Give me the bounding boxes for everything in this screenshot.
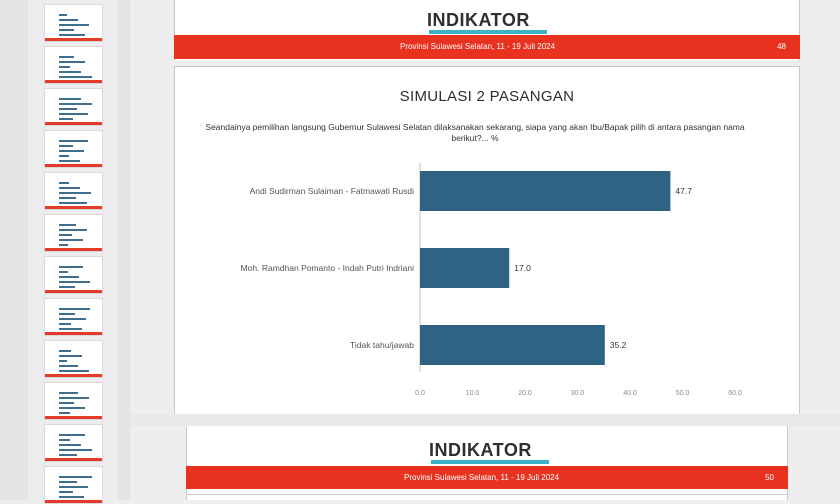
slide-thumbnail[interactable]: [44, 88, 103, 126]
slide-footer-bar: [186, 466, 788, 489]
survey-question: Seandainya pemilihan langsung Gubernur Sulawesi Selatan dilaksanakan sekarang, siapa yang akan Ibu/Bapak pilih di antara pasangan nama berikut?... %: [205, 122, 745, 143]
thumbnail-mark: [59, 276, 79, 278]
thumbnail-mark: [59, 61, 85, 63]
thumbnail-mark: [59, 244, 68, 246]
thumbnail-footer: [45, 38, 102, 41]
thumbnail-mark: [59, 476, 92, 478]
thumbnail-mark: [59, 29, 74, 31]
thumbnail-mark: [59, 365, 78, 367]
thumbnail-mark: [59, 66, 70, 68]
thumbnail-mark: [59, 360, 67, 362]
page-number: 50: [765, 473, 774, 482]
data-label: 35.2: [609, 340, 627, 350]
slide-thumbnail[interactable]: [44, 130, 103, 168]
slide-thumbnail[interactable]: [44, 214, 103, 252]
category-label: Tidak tahu/jawab: [350, 340, 414, 350]
slide-thumbnail-panel[interactable]: [0, 0, 130, 500]
thumbnail-mark: [59, 150, 84, 152]
thumbnail-mark: [59, 481, 77, 483]
thumbnail-mark: [59, 454, 77, 456]
x-tick-label: 60.0: [728, 390, 742, 397]
thumbnail-mark: [59, 434, 85, 436]
thumbnail-mark: [59, 281, 90, 283]
x-tick-label: 10.0: [465, 390, 480, 397]
thumbnail-mark: [59, 496, 84, 498]
thumbnail-mark: [59, 350, 71, 352]
thumbnail-mark: [59, 118, 73, 120]
thumbnail-footer: [45, 500, 102, 503]
thumbnail-mark: [59, 486, 88, 488]
thumbnail-mark: [59, 266, 83, 268]
thumbnail-mark: [59, 98, 81, 100]
x-tick-label: 0.0: [415, 390, 425, 397]
thumbnail-mark: [59, 323, 71, 325]
thumbnail-mark: [59, 313, 75, 315]
thumbnail-mark: [59, 187, 80, 189]
thumbnail-mark: [59, 234, 72, 236]
thumbnail-mark: [59, 140, 88, 142]
thumbnail-mark: [59, 108, 77, 110]
slide-thumbnail[interactable]: [44, 424, 103, 462]
page-number: 48: [777, 42, 786, 51]
thumbnail-mark: [59, 229, 87, 231]
thumbnail-footer: [45, 122, 102, 125]
thumbnail-mark: [59, 192, 91, 194]
thumbnail-mark: [59, 56, 74, 58]
slide-thumbnail[interactable]: [44, 4, 103, 42]
thumbnail-footer: [45, 248, 102, 251]
data-label: 17.0: [514, 263, 531, 273]
data-label: 47.7: [675, 186, 692, 196]
category-label: Moh. Ramdhan Pomanto - Indah Putri Indriani: [240, 263, 414, 273]
thumbnail-mark: [59, 407, 85, 409]
thumbnail-mark: [59, 113, 88, 115]
thumbnail-mark: [59, 155, 69, 157]
thumbnail-mark: [59, 392, 78, 394]
thumbnail-mark: [59, 449, 92, 451]
thumbnail-mark: [59, 355, 82, 357]
slide-rule: [187, 494, 787, 495]
survey-subtitle: Provinsi Sulawesi Selatan, 11 - 19 Juli 2024: [404, 473, 560, 482]
thumbnail-mark: [59, 145, 73, 147]
slide-thumbnail[interactable]: [44, 256, 103, 294]
thumbnail-mark: [59, 397, 89, 399]
thumbnail-footer: [45, 416, 102, 419]
slide-thumbnail[interactable]: [44, 340, 103, 378]
thumbnail-mark: [59, 370, 89, 372]
slide-gap: [130, 414, 840, 426]
thumbnail-mark: [59, 239, 83, 241]
thumbnail-mark: [59, 71, 81, 73]
logo-underline: [431, 460, 549, 464]
thumbnail-mark: [59, 103, 92, 105]
slide-thumbnail[interactable]: [44, 172, 103, 210]
x-tick-label: 20.0: [518, 390, 532, 397]
thumbnail-mark: [59, 308, 90, 310]
thumbnail-mark: [59, 202, 87, 204]
indikator-logo: INDIKATOR: [427, 10, 530, 30]
slide-title: SIMULASI 2 PASANGAN: [399, 88, 575, 105]
thumbnail-footer: [45, 374, 102, 377]
thumbnail-mark: [59, 160, 80, 162]
category-label: Andi Sudirman Sulaiman - Fatmawati Rusdi: [249, 186, 414, 196]
thumbnail-mark: [59, 24, 89, 26]
slide-thumbnail[interactable]: [44, 46, 103, 84]
slide-49[interactable]: [174, 66, 800, 416]
thumbnail-mark: [59, 439, 70, 441]
indikator-logo: INDIKATOR: [429, 440, 532, 460]
x-tick-label: 50.0: [675, 390, 690, 397]
thumbnail-mark: [59, 197, 76, 199]
thumbnail-mark: [59, 491, 73, 493]
thumbnail-mark: [59, 34, 85, 36]
thumbnail-mark: [59, 19, 78, 21]
thumbnail-mark: [59, 14, 67, 16]
thumbnail-footer: [45, 458, 102, 461]
x-tick-label: 30.0: [570, 390, 585, 397]
thumbnail-mark: [59, 182, 69, 184]
slide-footer-bar: [174, 35, 800, 59]
thumbnail-mark: [59, 412, 70, 414]
thumbnail-mark: [59, 318, 86, 320]
slide-thumbnail[interactable]: [44, 298, 103, 336]
thumbnail-mark: [59, 286, 75, 288]
thumbnail-mark: [59, 328, 82, 330]
thumbnail-footer: [45, 206, 102, 209]
slide-thumbnail[interactable]: [44, 466, 103, 504]
x-tick-label: 40.0: [623, 390, 637, 397]
thumbnail-mark: [59, 224, 76, 226]
thumbnail-mark: [59, 271, 68, 273]
thumbnail-mark: [59, 402, 74, 404]
survey-subtitle: Provinsi Sulawesi Selatan, 11 - 19 Juli 2024: [400, 42, 556, 51]
thumbnail-footer: [45, 290, 102, 293]
logo-underline: [429, 30, 547, 34]
thumbnail-footer: [45, 80, 102, 83]
slide-thumbnail[interactable]: [44, 382, 103, 420]
thumbnail-footer: [45, 332, 102, 335]
thumbnail-mark: [59, 444, 81, 446]
thumbnail-footer: [45, 164, 102, 167]
thumbnail-mark: [59, 76, 92, 78]
